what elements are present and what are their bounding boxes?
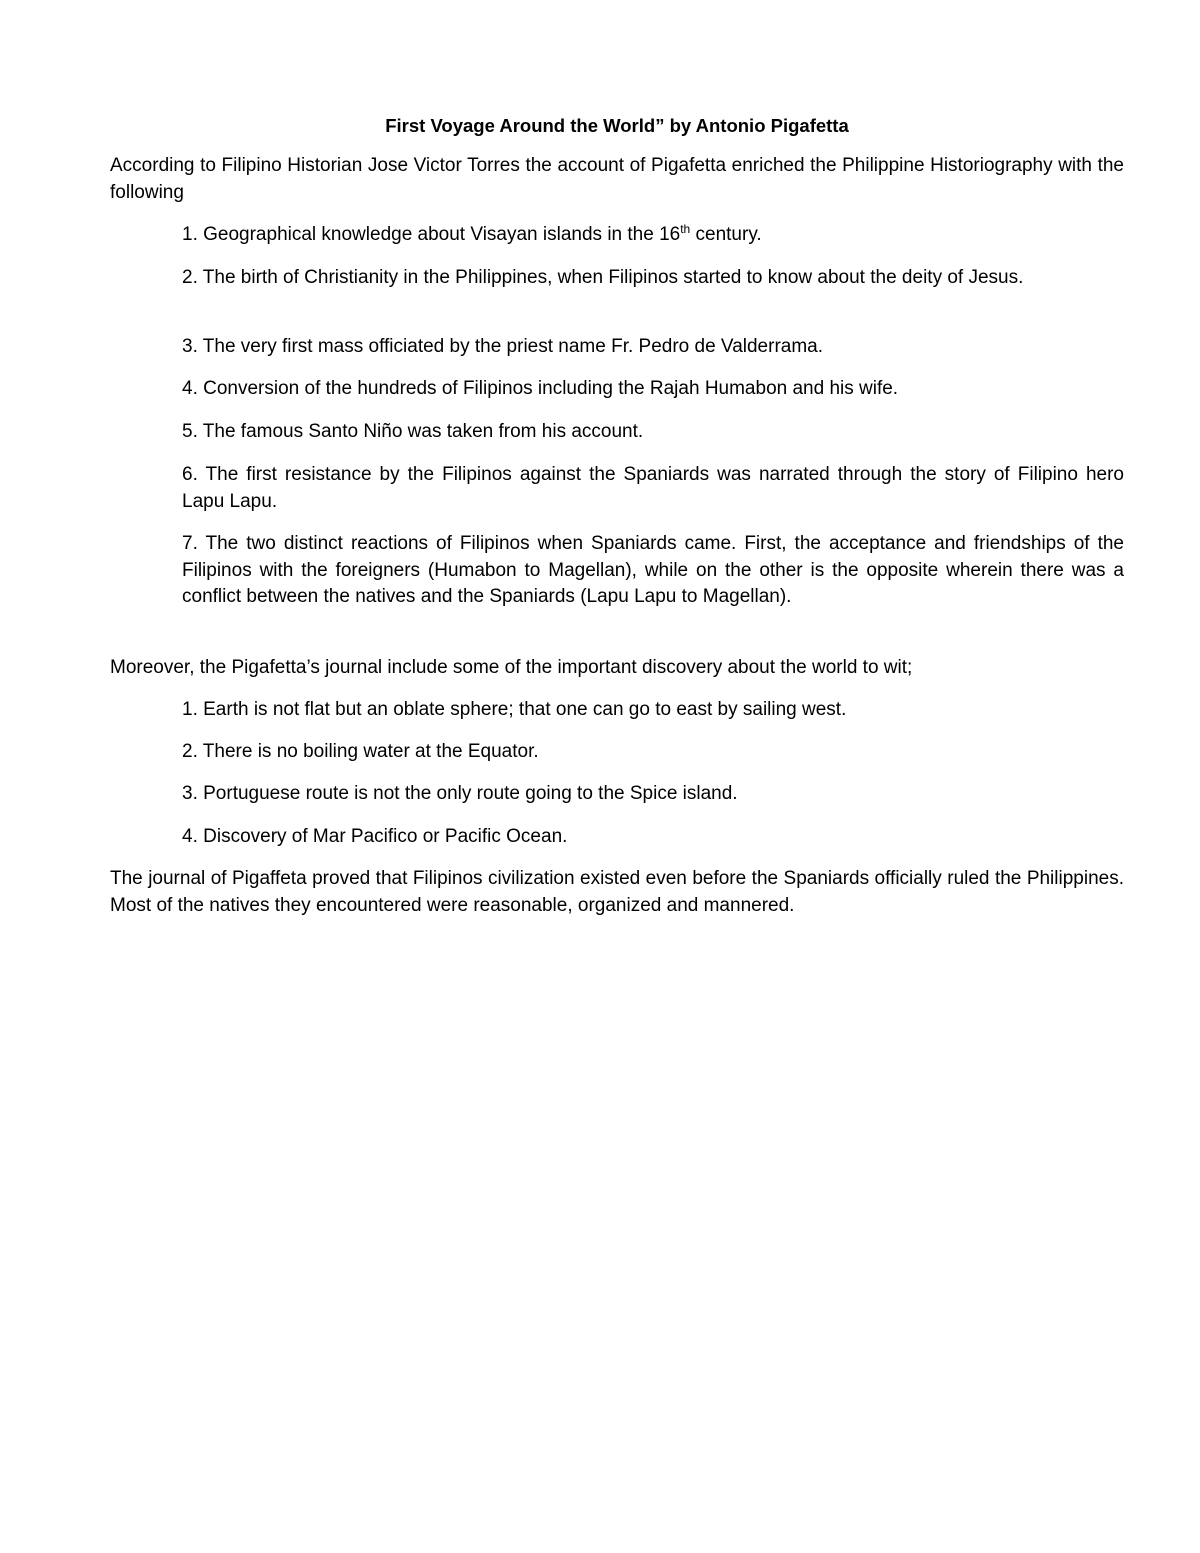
list1-item-5: 5. The famous Santo Niño was taken from his account. <box>182 421 644 442</box>
list1-item-3: 3. The very first mass officiated by the priest name Fr. Pedro de Valderrama. <box>182 336 824 357</box>
list1-item-7: 7. The two distinct reactions of Filipinos when Spaniards came. First, the acceptance and friendships of the Filipinos with the foreigners (Humabon to Magellan), while on the other is the opposite wherein there was a conflict between the natives and the Spaniards (Lapu Lapu to Magellan). <box>182 533 1124 607</box>
list1-item-1-superscript: th <box>680 222 691 236</box>
list2-item-2: 2. There is no boiling water at the Equator. <box>182 741 539 762</box>
list1-item-1-text: 1. Geographical knowledge about Visayan islands in the 16 <box>182 224 681 245</box>
list2-item-3: 3. Portuguese route is not the only route going to the Spice island. <box>182 783 738 804</box>
list2-item-1: 1. Earth is not flat but an oblate sphere; that one can go to east by sailing west. <box>182 699 847 720</box>
moreover-paragraph: Moreover, the Pigafetta’s journal include some of the important discovery about the world to wit; <box>110 657 913 678</box>
list1-item-4: 4. Conversion of the hundreds of Filipinos including the Rajah Humabon and his wife. <box>182 378 899 399</box>
conclusion-paragraph: The journal of Pigaffeta proved that Filipinos civilization existed even before the Spaniards officially ruled the Philippines. Most of the natives they encountered were reasonable, organized and mannered. <box>110 868 1124 916</box>
document-title: First Voyage Around the World” by Antonio Pigafetta <box>385 115 849 136</box>
intro-paragraph: According to Filipino Historian Jose Victor Torres the account of Pigafetta enriched the Philippine Historiography with the following <box>110 155 1124 203</box>
list2-item-4: 4. Discovery of Mar Pacifico or Pacific Ocean. <box>182 826 568 847</box>
list1-item-2: 2. The birth of Christianity in the Philippines, when Filipinos started to know about the deity of Jesus. <box>182 267 1024 288</box>
list1-item-1 <box>110 222 1124 249</box>
list1-item-6: 6. The first resistance by the Filipinos against the Spaniards was narrated through the story of Filipino hero Lapu Lapu. <box>182 464 1124 512</box>
list1-item-1-suffix: century. <box>690 224 762 245</box>
